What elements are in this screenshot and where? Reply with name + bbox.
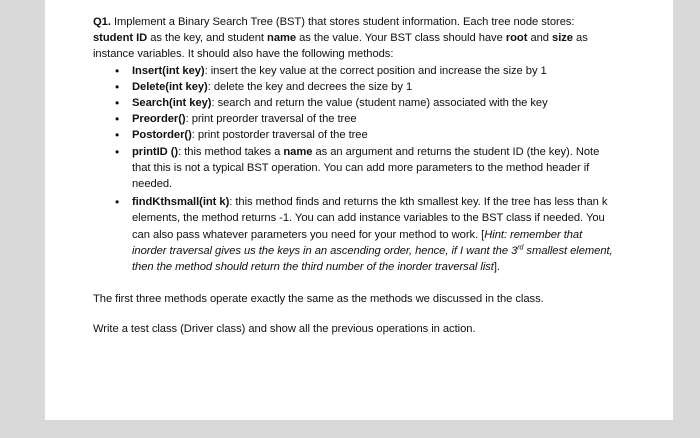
method-description: : print preorder traversal of the tree xyxy=(185,113,357,126)
intro-text: as instance variables. It should also have the following methods: xyxy=(93,32,588,61)
list-item xyxy=(115,127,613,143)
method-description: : delete the key and decrees the size by 1 xyxy=(207,80,413,93)
list-item xyxy=(115,194,613,275)
method-description: : insert the key value at the correct position and increase the size by 1 xyxy=(204,64,547,77)
value-term: name xyxy=(267,32,297,45)
question-content xyxy=(93,14,613,338)
size-term: size xyxy=(552,32,573,45)
method-name: Postorder() xyxy=(132,129,192,142)
method-name: Delete(int key) xyxy=(132,80,208,93)
key-term: student ID xyxy=(93,32,148,45)
method-description: as an argument and returns the student ID (the key). Note that this is not a typical BST operation. You can add more parameters to the method header if needed. xyxy=(132,145,600,191)
bullet-icon: • xyxy=(115,128,120,143)
document-page xyxy=(45,0,673,420)
method-name: Preorder() xyxy=(132,113,186,126)
hint-superscript: rd xyxy=(517,244,524,252)
bullet-icon: • xyxy=(115,195,120,210)
intro-text: as the value. Your BST class should have xyxy=(296,32,506,45)
bullet-icon: • xyxy=(115,96,120,111)
list-item xyxy=(115,63,613,79)
hint-part: Hint: remember that inorder traversal gives us the keys in an ascending order, hence, if I want the 3 xyxy=(132,228,583,257)
list-item xyxy=(115,95,613,111)
closing-paragraph-1: The first three methods operate exactly the same as the methods we discussed in the class. xyxy=(93,293,544,306)
list-item xyxy=(115,144,613,193)
closing-paragraph-2: Write a test class (Driver class) and show all the previous operations in action. xyxy=(93,323,476,336)
question-intro xyxy=(93,14,613,63)
bullet-icon: • xyxy=(115,79,120,94)
question-number: Q1. xyxy=(93,16,111,28)
root-term: root xyxy=(505,32,528,45)
intro-text: as the key, and student xyxy=(147,32,268,45)
bullet-icon: • xyxy=(115,63,120,78)
list-item xyxy=(115,111,613,127)
hint-part: smallest element, then the method should return the third number of the inorder traversal list xyxy=(132,244,613,274)
list-item xyxy=(115,79,613,95)
method-description: : print postorder traversal of the tree xyxy=(191,129,368,142)
method-description: : this method takes a xyxy=(178,145,284,158)
method-name: Insert(int key) xyxy=(132,64,205,77)
bullet-icon: • xyxy=(115,144,120,159)
methods-list xyxy=(93,63,613,276)
method-name: Search(int key) xyxy=(132,97,212,110)
hint-close: ]. xyxy=(493,261,500,274)
method-name: printID () xyxy=(132,145,179,158)
bullet-icon: • xyxy=(115,112,120,127)
name-term: name xyxy=(283,145,313,158)
method-description: : search and return the value (student name) associated with the key xyxy=(211,97,548,110)
method-description: : this method finds and returns the kth smallest key. If the tree has less than k elements, the method returns -1. You can add instance variables to the BST class if needed. You can also pass whatever parameters you need for your method to work. [ xyxy=(132,196,608,241)
intro-text: Implement a Binary Search Tree (BST) that stores student information. Each tree node stores: xyxy=(110,16,575,28)
method-name: findKthsmall(int k) xyxy=(132,196,230,209)
intro-text: and xyxy=(527,32,553,45)
